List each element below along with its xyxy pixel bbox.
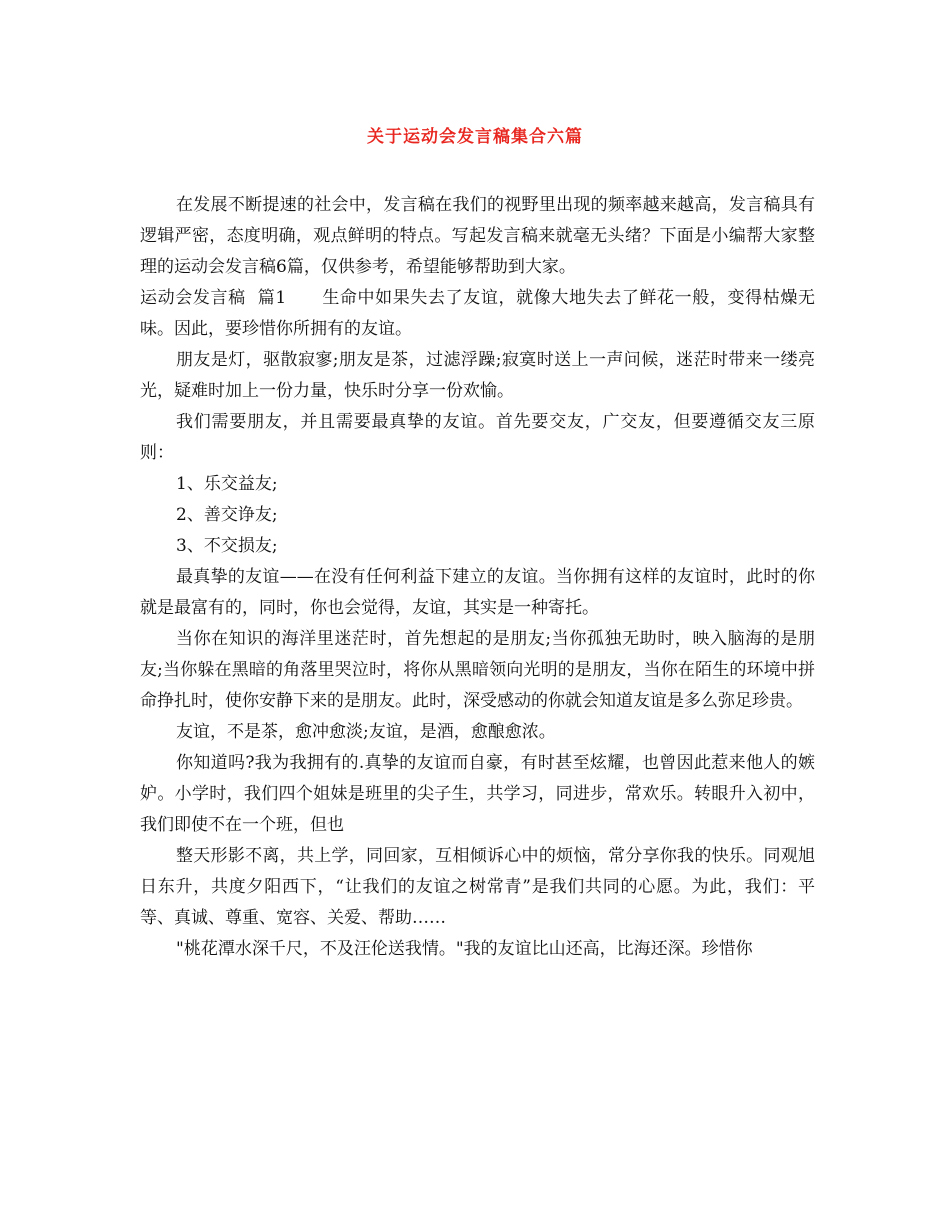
paragraph: "桃花潭水深千尺，不及汪伦送我情。"我的友谊比山还高，比海还深。珍惜你: [176, 939, 753, 959]
paragraph-intro: 在发展不断提速的社会中，发言稿在我们的视野里出现的频率越来越高，发言稿具有逻辑严密，态度明确，观点鲜明的特点。写起发言稿来就毫无头绪？下面是小编帮大家整理的运动会发言稿6篇，仅供参考，希望能够帮助到大家。: [140, 195, 815, 277]
paragraph: 整天形影不离，共上学，同回家，互相倾诉心中的烦恼，常分享你我的快乐。同观旭日东升，共度夕阳西下，“让我们的友谊之树常青”是我们共同的心愿。为此，我们：平等、真诚、尊重、宽容、关爱、帮助……: [140, 846, 815, 928]
paragraph: 当你在知识的海洋里迷茫时，首先想起的是朋友;当你孤独无助时，映入脑海的是朋友;当你躲在黑暗的角落里哭泣时，将你从黑暗领向光明的是朋友，当你在陌生的环境中拼命挣扎时，使你安静下来的是朋友。此时，深受感动的你就会知道友谊是多么弥足珍贵。: [140, 629, 815, 711]
paragraph: 我们需要朋友，并且需要最真挚的友谊。首先要交友，广交友，但要遵循交友三原则：: [140, 412, 815, 463]
list-item: 2、善交诤友;: [176, 505, 278, 525]
document-body: [140, 190, 815, 965]
paragraph: 友谊，不是茶，愈冲愈淡;友谊，是酒，愈酿愈浓。: [176, 722, 556, 742]
paragraph: 最真挚的友谊——在没有任何利益下建立的友谊。当你拥有这样的友谊时，此时的你就是最富有的，同时，你也会觉得，友谊，其实是一种寄托。: [140, 567, 815, 618]
list-item: 1、乐交益友;: [176, 474, 278, 494]
paragraph-section-1-opening: 运动会发言稿 篇1 生命中如果失去了友谊，就像大地失去了鲜花一般，变得枯燥无味。因此，要珍惜你所拥有的友谊。: [140, 288, 815, 339]
paragraph: 朋友是灯，驱散寂寥;朋友是茶，过滤浮躁;寂寞时送上一声问候，迷茫时带来一缕亮光，疑难时加上一份力量，快乐时分享一份欢愉。: [140, 350, 815, 401]
document-title: 关于运动会发言稿集合六篇: [367, 127, 583, 147]
list-item: 3、不交损友;: [176, 536, 278, 556]
paragraph: 你知道吗?我为我拥有的.真挚的友谊而自豪，有时甚至炫耀，也曾因此惹来他人的嫉妒。小学时，我们四个姐妹是班里的尖子生，共学习，同进步，常欢乐。转眼升入初中，我们即使不在一个班，但也: [140, 753, 815, 835]
